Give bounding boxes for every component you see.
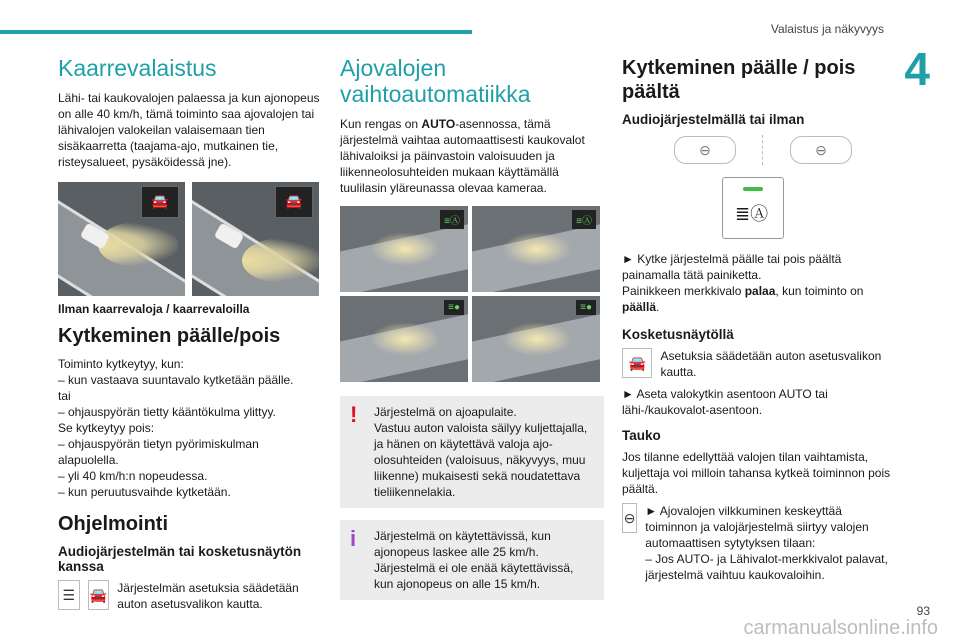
auto-headlamp-icon: ≣Ⓐ — [735, 204, 769, 224]
headlamp-indicator-icon: ≡Ⓐ — [572, 210, 596, 229]
photo-caption: Ilman kaarrevaloja / kaarrevaloilla — [58, 301, 250, 316]
photo-without-curve-light — [58, 182, 185, 296]
auto-high-beam-intro — [340, 116, 604, 196]
intro-auto-keyword: AUTO — [421, 116, 456, 131]
stalk-illustration — [674, 135, 892, 165]
programming-subheading: Audiojärjestelmän tai kosketusnäytön kanssa — [58, 543, 302, 574]
steering-stalk-right-icon: ⊖ — [790, 136, 852, 164]
activation-part-2: , kun toiminto on — [775, 284, 864, 298]
illustration-4 — [472, 296, 600, 382]
touchscreen-step: ► Aseta valokytkin asentoon AUTO tai lähi-/kaukovalot-asentoon. — [622, 387, 828, 417]
activation-text — [622, 251, 892, 315]
car-settings-icon: 🚘 — [622, 348, 652, 378]
programming-text: Järjestelmän asetuksia säädetään auton asetusvalikon kautta. — [117, 580, 299, 611]
page-number: 93 — [916, 604, 930, 618]
headlamp-indicator-icon: ≡● — [576, 300, 596, 315]
heading-programming: Ohjelmointi — [58, 512, 168, 535]
flash-info — [622, 503, 892, 583]
auto-high-beam-button — [722, 177, 784, 239]
illustration-3 — [340, 296, 468, 382]
warning-icon: ! — [350, 401, 358, 427]
headlamp-indicator-icon: ≡● — [444, 300, 464, 315]
activation-keyword-active: päällä — [622, 300, 657, 314]
top-accent-bar — [0, 30, 472, 34]
info-box — [340, 520, 604, 600]
touchscreen-info — [622, 348, 892, 380]
headlamp-flash-icon: ⊖ — [622, 503, 637, 533]
steering-stalk-left-icon: ⊖ — [674, 136, 736, 164]
section-title: Valaistus ja näkyvyys — [770, 22, 884, 36]
touchscreen-text: Asetuksia säädetään auton asetusvalikon kautta. — [660, 349, 882, 379]
info-icon: i — [350, 525, 357, 551]
on-off-conditions: Toiminto kytkeytyy, kun: – kun vastaava suuntavalo kytketään päälle. tai – ohjauspyörän tietty kääntökulma ylittyy. Se kytkeytyy pois: – ohjauspyörän tietyn pyörimiskulman alapuolella. – yli 40 km/h:n nopeudessa. – kun peruutusvaihde kytketään. — [58, 356, 294, 499]
heading-activation: Kytkeminen päälle / pois päältä — [622, 57, 856, 103]
divider — [762, 135, 764, 165]
car-icon: 🚘 — [275, 186, 313, 218]
activation-part-1: ► Kytke järjestelmä päälle tai pois päältä painamalla tätä painiketta. Painikkeen merkkivalo — [622, 252, 842, 298]
flash-text: ► Ajovalojen vilkkuminen keskeyttää toiminnon ja valojärjestelmä siirtyy valojen automaattisen sytytyksen tilaan: – Jos AUTO- ja Lähivalot-merkkivalot palavat, järjestelmä vaihtuu kaukovaloihin. — [645, 504, 888, 582]
curve-lighting-intro: Lähi- tai kaukovalojen palaessa ja kun ajonopeus on alle 40 km/h, tämä toiminto saa ajovalojen tai lähivalojen valokeilan valaisemaan tien sisäkaarretta (taajama-ajo, mutkainen tie, risteysalueet, pysäköidessä jne). — [58, 90, 320, 169]
button-led-indicator — [743, 187, 763, 191]
programming-info — [58, 580, 320, 612]
intro-part-1: Kun rengas on — [340, 116, 422, 131]
activation-part-3: . — [656, 300, 660, 314]
column-auto-high-beam — [340, 56, 604, 612]
car-settings-icon: 🚘 — [88, 580, 110, 610]
subheading-touchscreen: Kosketusnäytöllä — [622, 327, 734, 342]
warning-text: Järjestelmä on ajoapulaite. Vastuu auton valoista säilyy kuljettajalla, ja hänen on käytettävä valoja ajo-olosuhteiden (valoisuus, näkyvyys, muu liikenne) mukaisesti sekä noudatettava tieliikennelakia. — [374, 404, 588, 499]
watermark: carmanualsonline.info — [743, 617, 938, 639]
column-activation — [622, 56, 892, 589]
info-text: Järjestelmä on käytettävissä, kun ajonopeus laskee alle 25 km/h. Järjestelmä ei ole enää käytettävissä, kun ajonopeus on alle 15 km/h. — [374, 528, 574, 591]
headlamp-indicator-icon: ≡Ⓐ — [440, 210, 464, 229]
illustration-2 — [472, 206, 600, 292]
illustration-1 — [340, 206, 468, 292]
auto-beam-illustrations — [340, 206, 604, 382]
car-icon: 🚘 — [141, 186, 179, 218]
warning-box — [340, 396, 604, 508]
photo-with-curve-light — [192, 182, 319, 296]
subheading-pause: Tauko — [622, 428, 661, 443]
curve-lighting-photos — [58, 182, 320, 296]
heading-auto-high-beam: Ajovalojen vaihtoautomatiikka — [340, 55, 531, 107]
menu-icon: ☰ — [58, 580, 80, 610]
activation-keyword-on: palaa — [744, 284, 776, 298]
column-curve-lighting — [58, 56, 320, 618]
chapter-number: 4 — [904, 43, 930, 95]
intro-part-2: -asennossa, tämä järjestelmä vaihtaa automaattisesti kaukovalot lähivaloiksi ja päinvastoin valoisuuden ja liikenneolosuhteiden mukaan käyttämällä tuulilasin yläreunassa olevaa kameraa. — [340, 116, 585, 195]
heading-on-off: Kytkeminen päälle/pois — [58, 324, 281, 347]
subheading-audio: Audiojärjestelmällä tai ilman — [622, 112, 805, 127]
pause-text: Jos tilanne edellyttää valojen tilan vaihtamista, kuljettaja voi milloin tahansa kytkeä toiminnon pois päältä. — [622, 450, 891, 496]
heading-curve-lighting: Kaarrevalaistus — [58, 55, 217, 81]
